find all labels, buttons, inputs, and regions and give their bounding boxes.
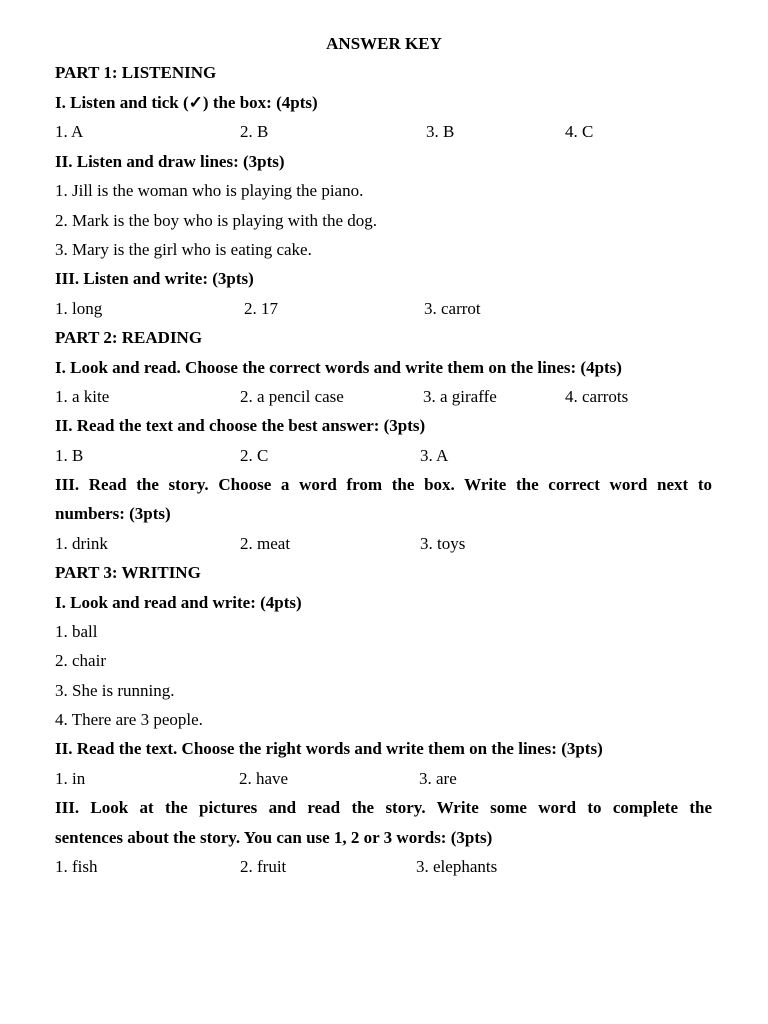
part2-section3-heading-line1: III. Read the story. Choose a word from the box. Write the correct word next to	[55, 475, 712, 494]
answer-item: 3. B	[426, 122, 455, 141]
part3-heading: PART 3: WRITING	[55, 563, 201, 582]
answer-line: 2. Mark is the boy who is playing with the dog.	[55, 211, 378, 230]
answer-item: 1. A	[55, 122, 84, 141]
part3-section1-heading: I. Look and read and write: (4pts)	[55, 593, 302, 612]
part1-section2-heading: II. Listen and draw lines: (3pts)	[55, 152, 285, 171]
part1-section3-heading: III. Listen and write: (3pts)	[55, 269, 254, 288]
answer-item: 2. a pencil case	[240, 387, 344, 406]
answer-item: 1. in	[55, 769, 86, 788]
answer-line: 1. Jill is the woman who is playing the piano.	[55, 181, 364, 200]
answer-item: 3. A	[420, 446, 449, 465]
part3-section3-heading-line1: III. Look at the pictures and read the story. Write some word to complete the	[55, 798, 712, 817]
part2-section3-heading-line2: numbers: (3pts)	[55, 504, 171, 523]
answer-line: 2. chair	[55, 651, 106, 670]
answer-item: 1. fish	[55, 857, 98, 876]
part3-section3-heading-line2: sentences about the story. You can use 1, 2 or 3 words: (3pts)	[55, 828, 493, 847]
answer-item: 2. B	[240, 122, 269, 141]
part3-section2-heading: II. Read the text. Choose the right words and write them on the lines: (3pts)	[55, 739, 603, 758]
answer-line: 3. Mary is the girl who is eating cake.	[55, 240, 312, 259]
answer-item: 2. 17	[244, 299, 278, 318]
answer-line: 4. There are 3 people.	[55, 710, 203, 729]
answer-item: 1. drink	[55, 534, 108, 553]
page-title: ANSWER KEY	[326, 34, 442, 53]
answer-item: 3. elephants	[416, 857, 498, 876]
answer-item: 2. meat	[240, 534, 291, 553]
answer-item: 3. carrot	[424, 299, 481, 318]
answer-line: 3. She is running.	[55, 681, 175, 700]
answer-item: 3. a giraffe	[423, 387, 497, 406]
part1-heading: PART 1: LISTENING	[55, 63, 217, 82]
answer-item: 2. C	[240, 446, 269, 465]
answer-item: 2. fruit	[240, 857, 287, 876]
answer-item: 3. are	[419, 769, 457, 788]
answer-item: 1. a kite	[55, 387, 110, 406]
part2-section2-heading: II. Read the text and choose the best answer: (3pts)	[55, 416, 426, 435]
answer-item: 4. carrots	[565, 387, 629, 406]
part2-section1-heading: I. Look and read. Choose the correct words and write them on the lines: (4pts)	[55, 358, 622, 377]
answer-item: 2. have	[239, 769, 289, 788]
answer-item: 1. long	[55, 299, 103, 318]
part1-section1-heading: I. Listen and tick (✓) the box: (4pts)	[55, 93, 318, 112]
answer-item: 1. B	[55, 446, 84, 465]
answer-item: 4. C	[565, 122, 594, 141]
answer-line: 1. ball	[55, 622, 98, 641]
part2-heading: PART 2: READING	[55, 328, 203, 347]
answer-item: 3. toys	[420, 534, 466, 553]
